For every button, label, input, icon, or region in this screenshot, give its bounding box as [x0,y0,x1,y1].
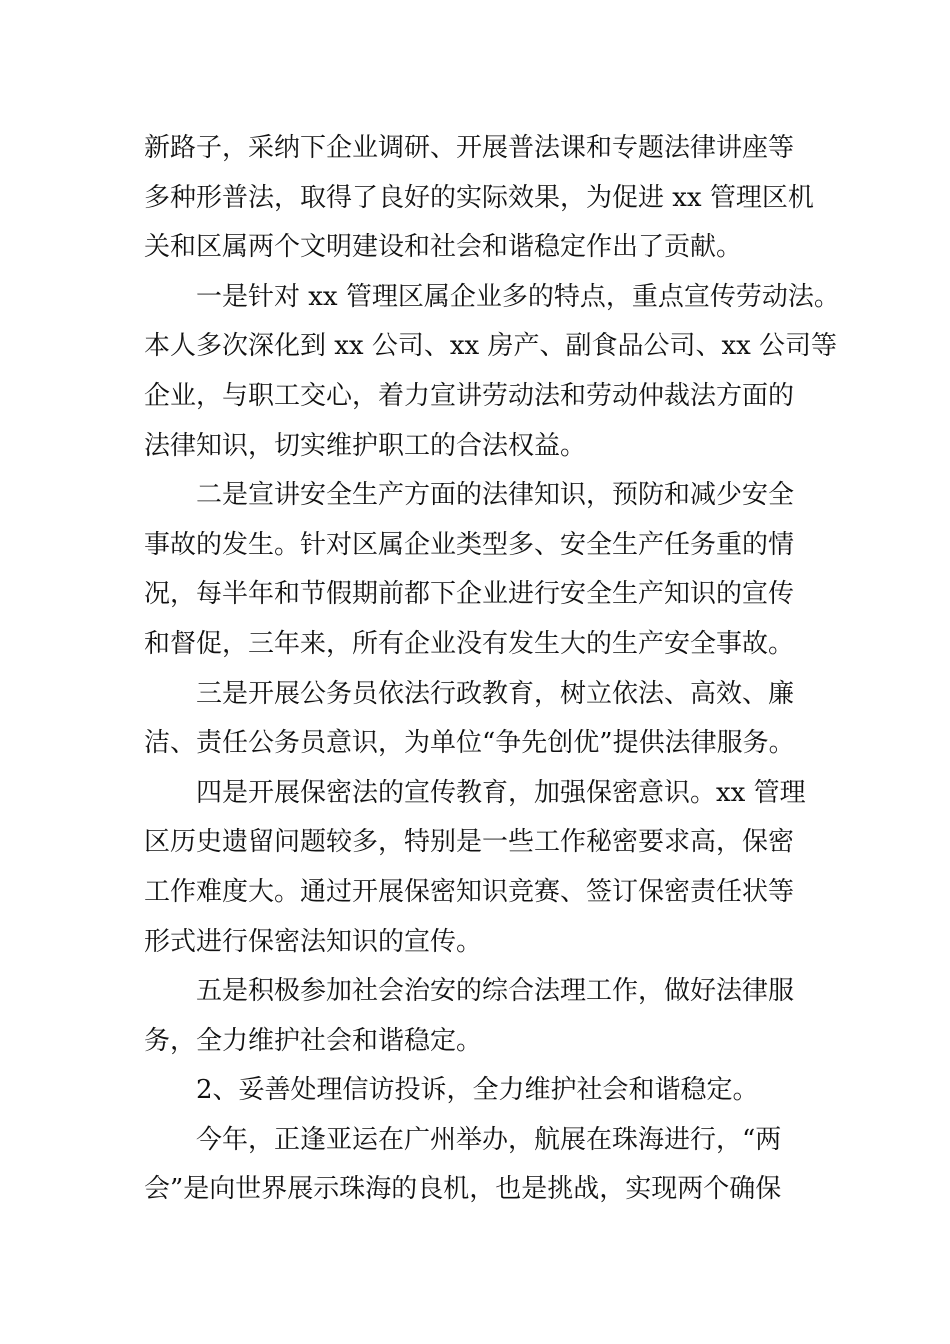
text-line: 本人多次深化到 xx 公司、xx 房产、副食品公司、xx 公司等 [144,331,838,362]
text-line: 一是针对 xx 管理区属企业多的特点，重点宣传劳动法。 [196,281,840,312]
text-line: 况，每半年和节假期前都下企业进行安全生产知识的宣传 [144,579,795,610]
text-line: 2、妥善处理信访投诉，全力维护社会和谐稳定。 [196,1075,759,1106]
paragraph-public-security [144,967,824,1066]
text-line: 洁、责任公务员意识，为单位“争先创优”提供法律服务。 [144,728,795,759]
text-line: 多种形普法，取得了良好的实际效果，为促进 xx 管理区机 [144,182,814,213]
text-line: 事故的发生。针对区属企业类型多、安全生产任务重的情 [144,529,795,560]
paragraph-asian-games [144,1116,824,1215]
text-line: 和督促，三年来，所有企业没有发生大的生产安全事故。 [144,628,795,659]
paragraph-confidentiality [144,769,824,967]
paragraph-intro [144,124,824,273]
text-line: 四是开展保密法的宣传教育，加强保密意识。xx 管理 [196,777,806,808]
text-line: 五是积极参加社会治安的综合法理工作，做好法律服 [196,976,795,1007]
text-line: 形式进行保密法知识的宣传。 [144,926,483,957]
document-body [144,124,840,1215]
text-line: 二是宣讲安全生产方面的法律知识，预防和减少安全 [196,480,795,511]
text-line: 务，全力维护社会和谐稳定。 [144,1025,483,1056]
text-line: 关和区属两个文明建设和社会和谐稳定作出了贡献。 [144,232,743,263]
text-line: 法律知识，切实维护职工的合法权益。 [144,430,587,461]
text-line: 企业，与职工交心，着力宣讲劳动法和劳动仲裁法方面的 [144,380,795,411]
text-line: 今年，正逢亚运在广州举办，航展在珠海进行，“两 [196,1124,782,1155]
text-line: 工作难度大。通过开展保密知识竞赛、签订保密责任状等 [144,876,795,907]
text-line: 三是开展公务员依法行政教育，树立依法、高效、廉 [196,678,795,709]
paragraph-civil-servant [144,670,824,769]
paragraph-petitions-heading [144,1066,824,1116]
text-line: 会”是向世界展示珠海的良机，也是挑战，实现两个确保 [144,1174,782,1205]
paragraph-labor-law [144,273,840,471]
paragraph-safety [144,471,824,669]
text-line: 区历史遗留问题较多，特别是一些工作秘密要求高，保密 [144,827,795,858]
text-line: 新路子，采纳下企业调研、开展普法课和专题法律讲座等 [144,133,795,163]
